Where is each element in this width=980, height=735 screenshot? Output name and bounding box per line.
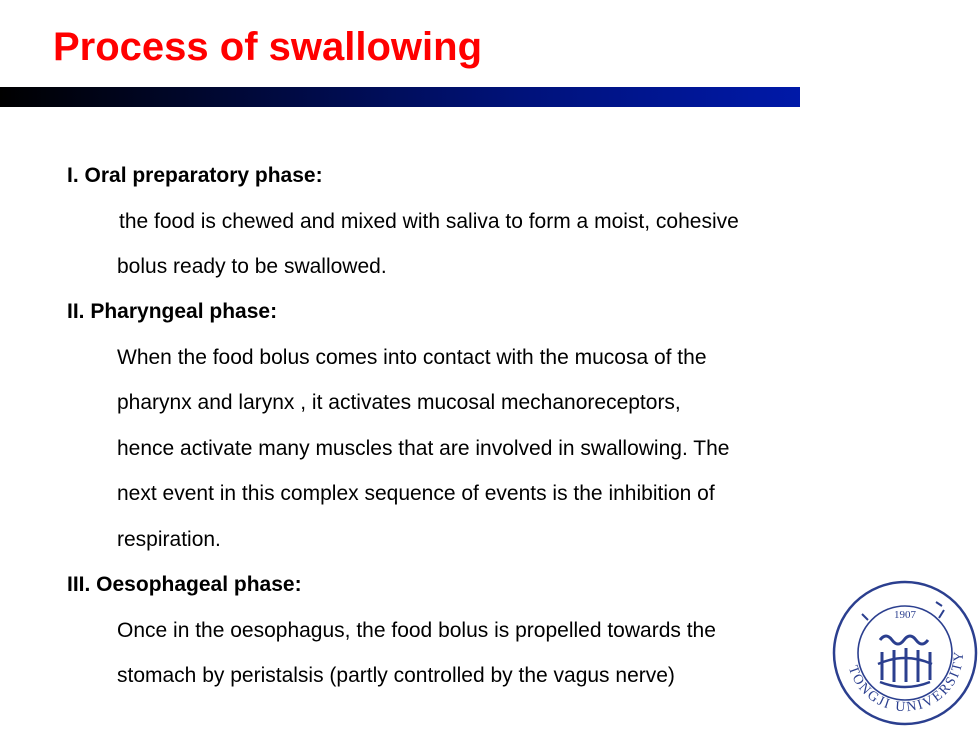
- section-body-line: stomach by peristalsis (partly controlled by the vagus nerve): [117, 664, 675, 687]
- section-body-line: pharynx and larynx , it activates mucosal mechanoreceptors,: [117, 391, 681, 414]
- title-underline-bar: [0, 87, 800, 107]
- svg-text:TONGJI UNIVERSITY: TONGJI UNIVERSITY: [844, 649, 968, 716]
- section-body-line: next event in this complex sequence of events is the inhibition of: [117, 482, 715, 505]
- section-body-line: hence activate many muscles that are involved in swallowing. The: [117, 437, 730, 460]
- section-body-line: respiration.: [117, 528, 221, 551]
- university-seal-icon: [832, 580, 978, 726]
- section-body-line: the food is chewed and mixed with saliva to form a moist, cohesive: [119, 210, 739, 233]
- slide-title: Process of swallowing: [53, 25, 483, 69]
- section-body-line: bolus ready to be swallowed.: [117, 255, 387, 278]
- svg-text:1907: 1907: [894, 609, 916, 621]
- section-heading: III. Oesophageal phase:: [67, 573, 302, 596]
- section-heading: I. Oral preparatory phase:: [67, 164, 323, 187]
- section-body-line: Once in the oesophagus, the food bolus is propelled towards the: [117, 619, 716, 642]
- section-heading: II. Pharyngeal phase:: [67, 300, 278, 323]
- section-body-line: When the food bolus comes into contact with the mucosa of the: [117, 346, 707, 369]
